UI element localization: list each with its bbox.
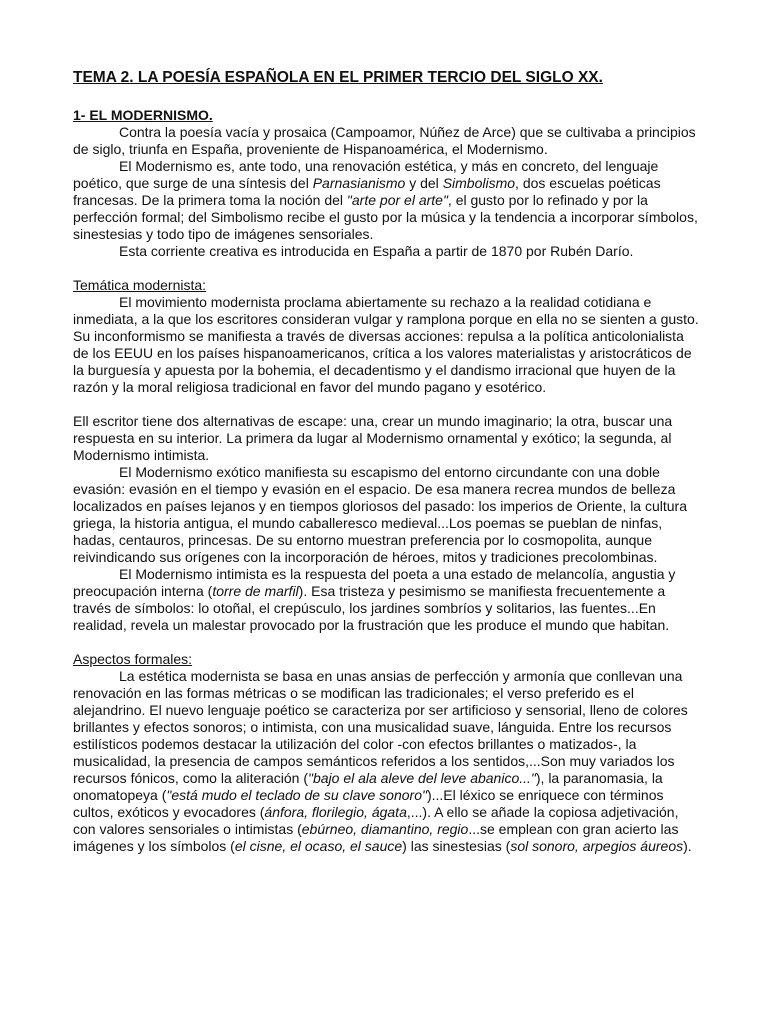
text-run: El Modernismo es, ante todo, una renovación estética, y más en concreto, del lenguaje poético, que surge de una síntesis del <box>73 158 659 191</box>
text-run: y del <box>405 175 443 191</box>
paragraph <box>73 566 699 634</box>
text-run: ...se emplean con gran acierto las imágenes y los símbolos ( <box>73 821 679 854</box>
italic-term: Simbolismo <box>442 175 516 191</box>
paragraph: Ell escritor tiene dos alternativas de escape: una, crear un mundo imaginario; la otra, buscar una respuesta en su interior. La primera da lugar al Modernismo ornamental y exótico; la segunda, al Modernismo intimista. <box>73 413 673 463</box>
document-title: TEMA 2. LA POESÍA ESPAÑOLA EN EL PRIMER TERCIO DEL SIGLO XX. <box>73 69 603 86</box>
italic-quote: "está mudo el teclado de su clave sonoro" <box>166 787 427 803</box>
italic-term: ánfora, florilegio, ágata <box>264 804 407 820</box>
italic-term: sol sonoro, arpegios áureos <box>510 838 684 854</box>
text-run: ), la paranomasia, la onomatopeya ( <box>73 770 663 803</box>
subheading-formales: Aspectos formales: <box>73 651 193 667</box>
text-run: ). <box>683 838 692 854</box>
text-run: , el gusto por lo refinado y por la perfección formal; del Simbolismo recibe el gusto por la música y la tendencia a incorporar símbolos, sinestesias y todo tipo de imágenes sensoriales. <box>73 192 698 242</box>
paragraph <box>73 668 699 855</box>
text-run: )...El léxico se enriquece con términos cultos, exóticos y evocadores ( <box>73 787 664 820</box>
text-run: La estética modernista se basa en unas ansias de perfección y armonía que conllevan una renovación en las formas métricas o se modifican las tradicionales; el verso preferido es el alejandrino. El nuevo lenguaje poético se caracteriza por ser artificioso y sensorial, lleno de colores brillantes y efectos sonoros; o intimista, con una musicalidad suave, lánguida. Entre los recursos estilísticos podemos destacar la utilización del color -con efectos brillantes o matizados-, la musicalidad, la presencia de campos semánticos referidos a los sentidos,...Son muy variados los recursos fónicos, como la aliteración ( <box>73 668 688 786</box>
paragraph: Esta corriente creativa es introducida en España a partir de 1870 por Rubén Darío. <box>119 243 634 259</box>
document-page <box>73 68 699 855</box>
text-run: ). Esa tristeza y pesimismo se manifiesta frecuentemente a través de símbolos: lo otoñal, el crepúsculo, los jardines sombríos y solitarios, las fuentes...En realidad, revela un malestar provocado por la frustración que les produce el mundo que habitan. <box>73 583 670 633</box>
subheading-tematica: Temática modernista: <box>73 277 207 293</box>
italic-term: Parnasianismo <box>312 175 406 191</box>
text-run: ,...). A ello se añade la copiosa adjetivación, con valores sensoriales o intimistas ( <box>73 804 679 837</box>
paragraph <box>73 158 699 243</box>
section-heading-modernismo: 1- EL MODERNISMO. <box>73 107 213 123</box>
italic-term: el cisne, el ocaso, el sauce <box>234 838 403 854</box>
paragraph: Contra la poesía vacía y prosaica (Campoamor, Núñez de Arce) que se cultivaba a principios de siglo, triunfa en España, proveniente de Hispanoamérica, el Modernismo. <box>73 124 696 157</box>
italic-quote: "bajo el ala aleve del leve abanico..." <box>308 770 536 786</box>
paragraph: El Modernismo exótico manifiesta su escapismo del entorno circundante con una doble evasión: evasión en el tiempo y evasión en el espacio. De esa manera recrea mundos de belleza localizados en países lejanos y en tiempos gloriosos del pasado: los imperios de Oriente, la cultura griega, la historia antigua, el mundo caballeresco medieval...Los poemas se pueblan de ninfas, hadas, centauros, princesas. De su entorno muestran preferencia por lo cosmopolita, aunque reivindicando sus orígenes con la incorporación de héroes, mitos y tradiciones precolombinas. <box>73 464 688 565</box>
text-run: El Modernismo intimista es la respuesta del poeta a una estado de melancolía, angustia y preocupación interna ( <box>73 566 676 599</box>
paragraph: El movimiento modernista proclama abiertamente su rechazo a la realidad cotidiana e inmediata, a la que los escritores consideran vulgar y ramplona porque en ella no se sienten a gusto. Su inconformismo se manifiesta a través de diversas acciones: repulsa a la política anticolonialista de los EEUU en los países hispanoamericanos, crítica a los valores materialistas y aristocráticos de la burguesía y apuesta por la bohemia, el decadentismo y el dandismo irracional que huyen de la razón y la moral religiosa tradicional en favor del mundo pagano y esotérico. <box>73 294 699 395</box>
text-run: ) las sinestesias ( <box>402 838 511 854</box>
italic-term: ebúrneo, diamantino, regio <box>301 821 469 837</box>
text-run: , dos escuelas poéticas francesas. De la primera toma la noción del <box>73 175 661 208</box>
italic-term: torre de marfil <box>212 583 299 599</box>
italic-term: "arte por el arte" <box>346 192 448 208</box>
